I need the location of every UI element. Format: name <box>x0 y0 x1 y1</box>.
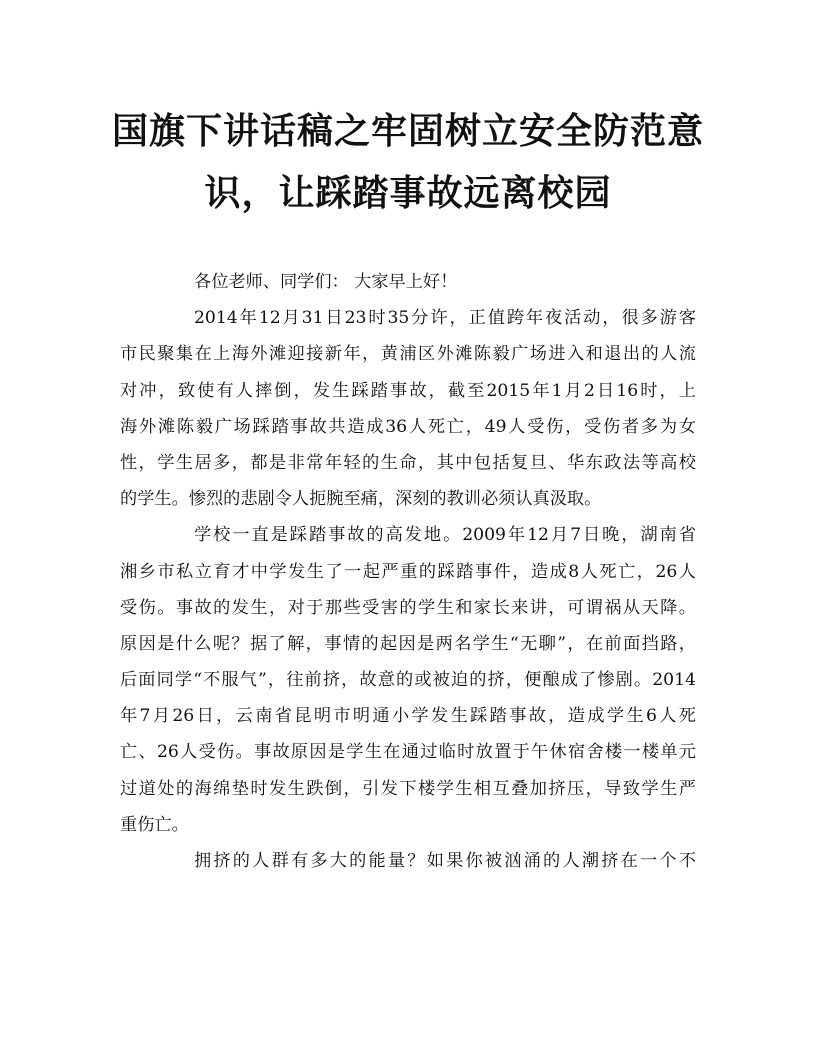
paragraph-line: 的学生。惨烈的悲剧令人扼腕至痛，深刻的教训必须认真汲取。 <box>120 489 602 510</box>
paragraph-line: 市民聚集在上海外滩迎接新年，黄浦区外滩陈毅广场进入和退出的人流 <box>120 344 696 365</box>
title-line: 识，让踩踏事故远离校园 <box>204 172 612 214</box>
paragraph-line: 亡、26人受伤。事故原因是学生在通过临时放置于午休宿舍楼一楼单元 <box>120 742 696 763</box>
paragraph-line: 性，学生居多，都是非常年轻的生命，其中包括复旦、华东政法等高校 <box>120 452 696 473</box>
document-body <box>120 264 696 879</box>
paragraph <box>120 517 696 843</box>
paragraph-line: 原因是什么呢？据了解，事情的起因是两名学生“无聊”，在前面挡路， <box>120 633 696 654</box>
greeting-paragraph <box>120 264 696 300</box>
paragraph-line: 对冲，致使有人摔倒，发生踩踏事故，截至2015年1月2日16时，上 <box>120 380 696 401</box>
paragraph-line: 年7月26日，云南省昆明市明通小学发生踩踏事故，造成学生6人死 <box>120 706 696 727</box>
paragraph <box>120 300 696 517</box>
paragraph-line: 拥挤的人群有多大的能量？如果你被汹涌的人潮挤在一个不 <box>194 851 696 871</box>
document-title <box>110 100 706 224</box>
paragraph-line: 过道处的海绵垫时发生跌倒，引发下楼学生相互叠加挤压，导致学生严 <box>120 778 696 799</box>
paragraph-line: 各位老师、同学们： 大家早上好！ <box>194 272 458 292</box>
paragraph-line: 受伤。事故的发生，对于那些受害的学生和家长来讲，可谓祸从天降。 <box>120 597 696 618</box>
paragraph-line: 湘乡市私立育才中学发生了一起严重的踩踏事件，造成8人死亡，26人 <box>120 561 696 582</box>
paragraph-line: 重伤亡。 <box>120 814 189 835</box>
paragraph-line: 后面同学“不服气”，往前挤，故意的或被迫的挤，便酿成了惨剧。2014 <box>120 670 696 691</box>
paragraph-line: 学校一直是踩踏事故的高发地。2009年12月7日晚，湖南省 <box>194 525 696 546</box>
paragraph <box>120 843 696 879</box>
paragraph-line: 海外滩陈毅广场踩踏事故共造成36人死亡，49人受伤，受伤者多为女 <box>120 416 696 437</box>
title-line: 国旗下讲话稿之牢固树立安全防范意 <box>111 110 704 152</box>
paragraph-line: 2014年12月31日23时35分许，正值跨年夜活动，很多游客 <box>194 308 696 329</box>
